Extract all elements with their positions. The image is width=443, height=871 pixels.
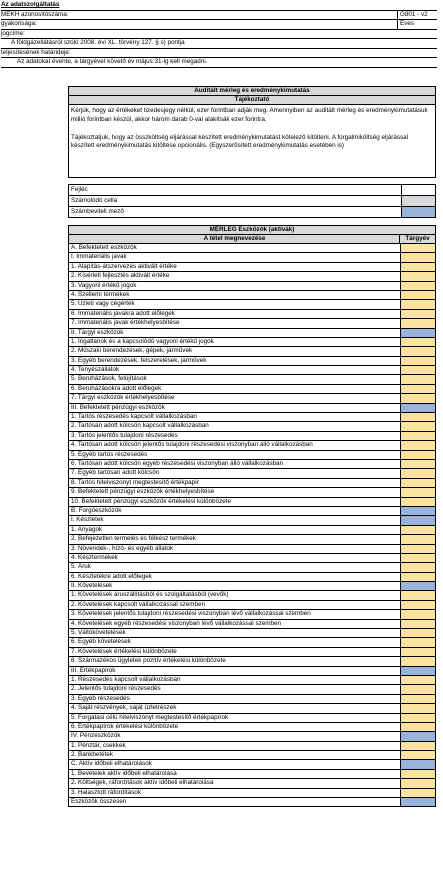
table-row xyxy=(69,479,435,488)
row-label: 1. Alapítás-átszervezés aktivált értéke xyxy=(71,262,177,270)
calc-cell[interactable] xyxy=(400,272,435,280)
calc-cell[interactable] xyxy=(400,385,435,393)
table-row xyxy=(69,488,435,497)
table-row xyxy=(69,357,435,366)
table-row xyxy=(69,375,435,384)
row-label: 1. Tartós részesedés kapcsolt vállalkozásban xyxy=(71,413,197,421)
table-row xyxy=(69,620,435,629)
legal-basis-value-row xyxy=(1,39,437,49)
row-label: 6. Egyéb követelések xyxy=(71,638,131,646)
row-label: 9. Befektetett pénzügyi eszközök értékhelyesbítése xyxy=(71,488,215,496)
calc-cell[interactable] xyxy=(400,789,435,797)
table-row xyxy=(69,394,435,403)
table-row xyxy=(69,507,435,516)
row-label: 1. Pénztár, csekkek xyxy=(71,741,126,749)
row-label: 5. Egyéb tartós részesedés xyxy=(71,450,148,458)
table-row xyxy=(69,432,435,441)
row-label: 4. Késztermékek xyxy=(71,553,118,561)
row-label: 3. Halasztott ráfordítások xyxy=(71,788,141,796)
table-row xyxy=(69,573,435,582)
info-box xyxy=(68,86,436,178)
row-label: 6. Beruházásokra adott előlegek xyxy=(71,384,162,392)
input-cell[interactable] xyxy=(400,404,435,412)
table-row xyxy=(69,253,435,262)
calc-cell[interactable] xyxy=(400,723,435,731)
table-row xyxy=(69,554,435,563)
section-title-text: Az adatszolgáltatás xyxy=(1,1,60,8)
row-label: Eszközök összesen xyxy=(71,798,127,806)
legend-item xyxy=(69,196,435,207)
calc-cell[interactable] xyxy=(400,498,435,506)
calc-cell[interactable] xyxy=(400,282,435,290)
row-label: 2. Költségek, ráfordítások aktív időbeli elhatárolása xyxy=(71,779,214,787)
table-row xyxy=(69,742,435,751)
table-row xyxy=(69,329,435,338)
row-label: 5. Váltókövetelések xyxy=(71,629,126,637)
row-label: 8. Tartós hitelviszonyt megtestesítő értékpapír xyxy=(71,478,199,486)
table-row xyxy=(69,291,435,300)
row-label: IV. Pénzeszközök xyxy=(71,732,121,740)
info-paragraph-1: Kérjük, hogy az értékeket tizedesjegy nélkül, ezer forintban adják meg. Amennyiben az auditált mérleg és eredménykimutatásuk millió forintban készül, akkor három darab 0-val alakítsák ezer forintra. xyxy=(71,107,428,123)
row-label: 1. Ingatlanok és a kapcsolódó vagyoni értékű jogok xyxy=(71,337,214,345)
frequency-row xyxy=(1,20,437,30)
form-code: G801 - v2 xyxy=(397,11,437,20)
info-body xyxy=(69,105,435,177)
table-row xyxy=(69,676,435,685)
table-row xyxy=(69,347,435,356)
section-title xyxy=(1,1,437,11)
row-label: 6. Értékpapírok értékelési különbözete xyxy=(71,722,179,730)
row-label: 3. Tartós jelentős tulajdoni részesedés xyxy=(71,431,178,439)
table-row xyxy=(69,310,435,319)
info-subtitle: Tájékoztató xyxy=(69,96,435,105)
legend-item xyxy=(69,185,435,196)
table-row xyxy=(69,638,435,647)
input-cell[interactable] xyxy=(400,582,435,590)
table-row xyxy=(69,648,435,657)
row-label: 4. Tenyészállatok xyxy=(71,366,120,374)
row-label: II. Tárgyi eszközök xyxy=(71,328,124,336)
calc-cell[interactable] xyxy=(400,451,435,459)
agency-row xyxy=(1,11,437,21)
row-label: 2. Műszaki berendezések, gépek, járművek xyxy=(71,347,193,355)
table-row xyxy=(69,282,435,291)
calc-cell[interactable] xyxy=(400,526,435,534)
row-label: 5. Áruk xyxy=(71,563,91,571)
legend-item xyxy=(69,207,435,217)
row-label: C. Aktív időbeli elhatárolások xyxy=(71,760,152,768)
calc-cell[interactable] xyxy=(400,629,435,637)
legal-basis-value: A földgázellátásról szóló 2008. évi XL. törvény 127. § s) pontja xyxy=(11,39,185,46)
calc-cell[interactable] xyxy=(400,460,435,468)
color-legend xyxy=(68,184,436,218)
row-label: III. Értékpapírok xyxy=(71,666,116,674)
row-label: A. Befektetett eszközök xyxy=(71,244,137,251)
calc-cell[interactable] xyxy=(400,488,435,496)
row-label: 2. Bankbetétek xyxy=(71,751,114,759)
row-label: 7. Immateriális javak értékhelyesbítése xyxy=(71,319,180,327)
legend-label: Számbeviteli mező xyxy=(71,208,124,215)
table-row xyxy=(69,667,435,676)
deadline-label-row xyxy=(1,49,437,59)
table-row xyxy=(69,338,435,347)
row-label: 1. Bevételek aktív időbeli elhatárolása xyxy=(71,769,177,777)
row-label: 7. Tárgyi eszközök értékhelyesbítése xyxy=(71,394,175,402)
deadline-value: Az adatokat évente, a tárgyévet követő év május 31-ig kell megadni. xyxy=(17,58,208,65)
row-label: 3. Egyéb részesedés xyxy=(71,694,130,702)
table-row xyxy=(69,610,435,619)
calc-cell[interactable] xyxy=(400,704,435,712)
table-header-row xyxy=(69,235,435,244)
legend-swatch xyxy=(401,185,435,195)
legal-basis-label: jogcíme: xyxy=(1,29,25,37)
row-label: 8. Származékos ügyletek pozitív értékelési különbözete xyxy=(71,657,226,665)
legal-basis-label-row xyxy=(1,30,437,40)
calc-cell[interactable] xyxy=(400,432,435,440)
table-row xyxy=(69,469,435,478)
table-row xyxy=(69,413,435,422)
row-label: I. Készletek xyxy=(71,516,104,524)
table-row xyxy=(69,385,435,394)
calc-cell[interactable] xyxy=(400,714,435,722)
input-cell[interactable] xyxy=(400,798,435,806)
table-row xyxy=(69,498,435,507)
row-label: 1. Anyagok xyxy=(71,525,103,533)
calc-cell[interactable] xyxy=(400,742,435,750)
row-label: 4. Tartósan adott kölcsön jelentős tulajdoni részesedési viszonyban álló vállalkozásban xyxy=(71,441,313,449)
calc-cell[interactable] xyxy=(400,545,435,553)
legend-label: Fejléc xyxy=(71,186,88,193)
table-row xyxy=(69,629,435,638)
row-label: 5. Üzleti vagy cégérték xyxy=(71,300,135,308)
row-label: 1. Követelések áruszállításból és szolgáltatásból (vevők) xyxy=(71,591,229,599)
calc-cell[interactable] xyxy=(400,441,435,449)
info-paragraph-2: Tájékoztatjuk, hogy az összköltség eljárással készített eredménykimutatást kötelező kitölteni. A forgalmiköltség eljárással készített eredménykimutatás kitöltése opcionális. (Egyszerűsített eredménykimutatás esetében is) xyxy=(71,133,409,150)
table-row xyxy=(69,244,435,253)
table-row xyxy=(69,714,435,723)
row-label: 2. Jelentős tulajdoni részesedés xyxy=(71,685,161,693)
table-row xyxy=(69,366,435,375)
calc-cell[interactable] xyxy=(400,310,435,318)
table-row xyxy=(69,704,435,713)
row-label: III. Befektetett pénzügyi eszközök xyxy=(71,403,165,411)
row-label: 4. Saját részvények, saját üzletrészek xyxy=(71,704,177,712)
balance-sheet-table xyxy=(68,225,436,807)
calc-cell[interactable] xyxy=(400,695,435,703)
row-label: 7. Követelések értékelési különbözete xyxy=(71,647,177,655)
calc-cell[interactable] xyxy=(400,244,435,252)
table-row xyxy=(69,441,435,450)
row-label: 3. Növendék-, hízó- és egyéb állatok xyxy=(71,544,174,552)
table-row xyxy=(69,319,435,328)
calc-cell[interactable] xyxy=(400,779,435,787)
row-label: 2. Kísérleti fejlesztés aktivált értéke xyxy=(71,272,170,280)
table-row xyxy=(69,526,435,535)
legend-swatch xyxy=(401,196,435,206)
table-row xyxy=(69,789,435,798)
row-label: 6. Tartósan adott kölcsön egyéb részesedési viszonyban álló vállalkozásban xyxy=(71,459,284,467)
calc-cell[interactable] xyxy=(400,338,435,346)
calc-cell[interactable] xyxy=(400,366,435,374)
calc-cell[interactable] xyxy=(400,685,435,693)
row-label: 1. Részesedés kapcsolt vállalkozásban xyxy=(71,675,181,683)
table-row xyxy=(69,563,435,572)
calc-cell[interactable] xyxy=(400,573,435,581)
row-label: 3. Vagyoni értékű jogok xyxy=(71,281,137,289)
input-cell[interactable] xyxy=(400,329,435,337)
calc-cell[interactable] xyxy=(400,291,435,299)
calc-cell[interactable] xyxy=(400,422,435,430)
table-body xyxy=(69,244,435,806)
calc-cell[interactable] xyxy=(400,375,435,383)
table-row xyxy=(69,732,435,741)
info-title: Auditált mérleg és eredménykimutatás xyxy=(69,87,435,96)
calc-cell[interactable] xyxy=(400,413,435,421)
header-block xyxy=(1,1,437,68)
table-row xyxy=(69,779,435,788)
table-row xyxy=(69,798,435,806)
row-label: 2. Követelések kapcsolt vállalkozással szemben xyxy=(71,600,206,608)
calc-cell[interactable] xyxy=(400,638,435,646)
calc-cell[interactable] xyxy=(400,770,435,778)
calc-cell[interactable] xyxy=(400,563,435,571)
row-label: 4. Szellemi termékek xyxy=(71,290,130,298)
input-cell[interactable] xyxy=(400,507,435,515)
row-label: I. Immateriális javak xyxy=(71,253,127,261)
row-label: B. Forgóeszközök xyxy=(71,506,122,514)
calc-cell[interactable] xyxy=(400,591,435,599)
deadline-label: teljesítésének határideje: xyxy=(1,48,71,56)
table-row xyxy=(69,751,435,760)
table-row xyxy=(69,685,435,694)
table-row xyxy=(69,695,435,704)
table-row xyxy=(69,582,435,591)
calc-cell[interactable] xyxy=(400,319,435,327)
input-cell[interactable] xyxy=(400,732,435,740)
column-header-year: Tárgyév xyxy=(399,235,435,243)
table-row xyxy=(69,601,435,610)
agency-label: MEKH azonosítószáma: xyxy=(1,10,69,18)
calc-cell[interactable] xyxy=(400,347,435,355)
table-row xyxy=(69,272,435,281)
calc-cell[interactable] xyxy=(400,751,435,759)
input-cell[interactable] xyxy=(400,516,435,524)
calc-cell[interactable] xyxy=(400,657,435,665)
table-row xyxy=(69,535,435,544)
calc-cell[interactable] xyxy=(400,469,435,477)
row-label: 6. Készletekre adott előlegek xyxy=(71,572,152,580)
table-row xyxy=(69,770,435,779)
table-row xyxy=(69,760,435,769)
row-label: 7. Egyéb tartósan adott kölcsön xyxy=(71,469,160,477)
table-row xyxy=(69,404,435,413)
calc-cell[interactable] xyxy=(400,394,435,402)
deadline-value-row xyxy=(1,58,437,68)
column-header-item: A tétel megnevezése xyxy=(203,235,266,242)
calc-cell[interactable] xyxy=(400,263,435,271)
legend-swatch xyxy=(401,207,435,217)
row-label: 2. Tartósan adott kölcsön kapcsolt vállalkozásban xyxy=(71,422,209,430)
table-row xyxy=(69,300,435,309)
row-label: 5. Forgatási célú hitelviszonyt megtestesítő értékpapírok xyxy=(71,713,229,721)
calc-cell[interactable] xyxy=(400,601,435,609)
table-title: MÉRLEG Eszközök (aktívák) xyxy=(69,226,435,235)
table-row xyxy=(69,545,435,554)
row-label: 2. Befejezetlen termelés és félkész termékek xyxy=(71,535,196,543)
calc-cell[interactable] xyxy=(400,535,435,543)
calc-cell[interactable] xyxy=(400,676,435,684)
input-cell[interactable] xyxy=(400,760,435,768)
row-label: 6. Immateriális javakra adott előlegek xyxy=(71,309,175,317)
table-row xyxy=(69,657,435,666)
row-label: 5. Beruházások, felújítások xyxy=(71,375,147,383)
calc-cell[interactable] xyxy=(400,554,435,562)
row-label: 3. Követelések jelentős tulajdoni részesedési viszonyban lévő vállalkozással szemben xyxy=(71,610,311,618)
calc-cell[interactable] xyxy=(400,648,435,656)
frequency-label: gyakorisága: xyxy=(1,20,37,27)
calc-cell[interactable] xyxy=(400,357,435,365)
table-row xyxy=(69,422,435,431)
table-row xyxy=(69,451,435,460)
calc-cell[interactable] xyxy=(400,479,435,487)
table-row xyxy=(69,460,435,469)
row-label: 3. Egyéb berendezések, felszerelések, járművek xyxy=(71,356,207,364)
calc-cell[interactable] xyxy=(400,253,435,261)
calc-cell[interactable] xyxy=(400,610,435,618)
row-label: II. Követelések xyxy=(71,582,113,590)
row-label: 10. Befektetett pénzügyi eszközök értékelési különbözete xyxy=(71,497,231,505)
legend-label: Számolódó cella xyxy=(71,197,118,204)
table-row xyxy=(69,723,435,732)
calc-cell[interactable] xyxy=(400,620,435,628)
table-row xyxy=(69,516,435,525)
calc-cell[interactable] xyxy=(400,300,435,308)
table-row xyxy=(69,591,435,600)
table-row xyxy=(69,263,435,272)
input-cell[interactable] xyxy=(400,667,435,675)
row-label: 4. Követelések egyéb részesedési viszonyban lévő vállalkozással szemben xyxy=(71,619,282,627)
frequency-value: Éves xyxy=(397,20,437,29)
